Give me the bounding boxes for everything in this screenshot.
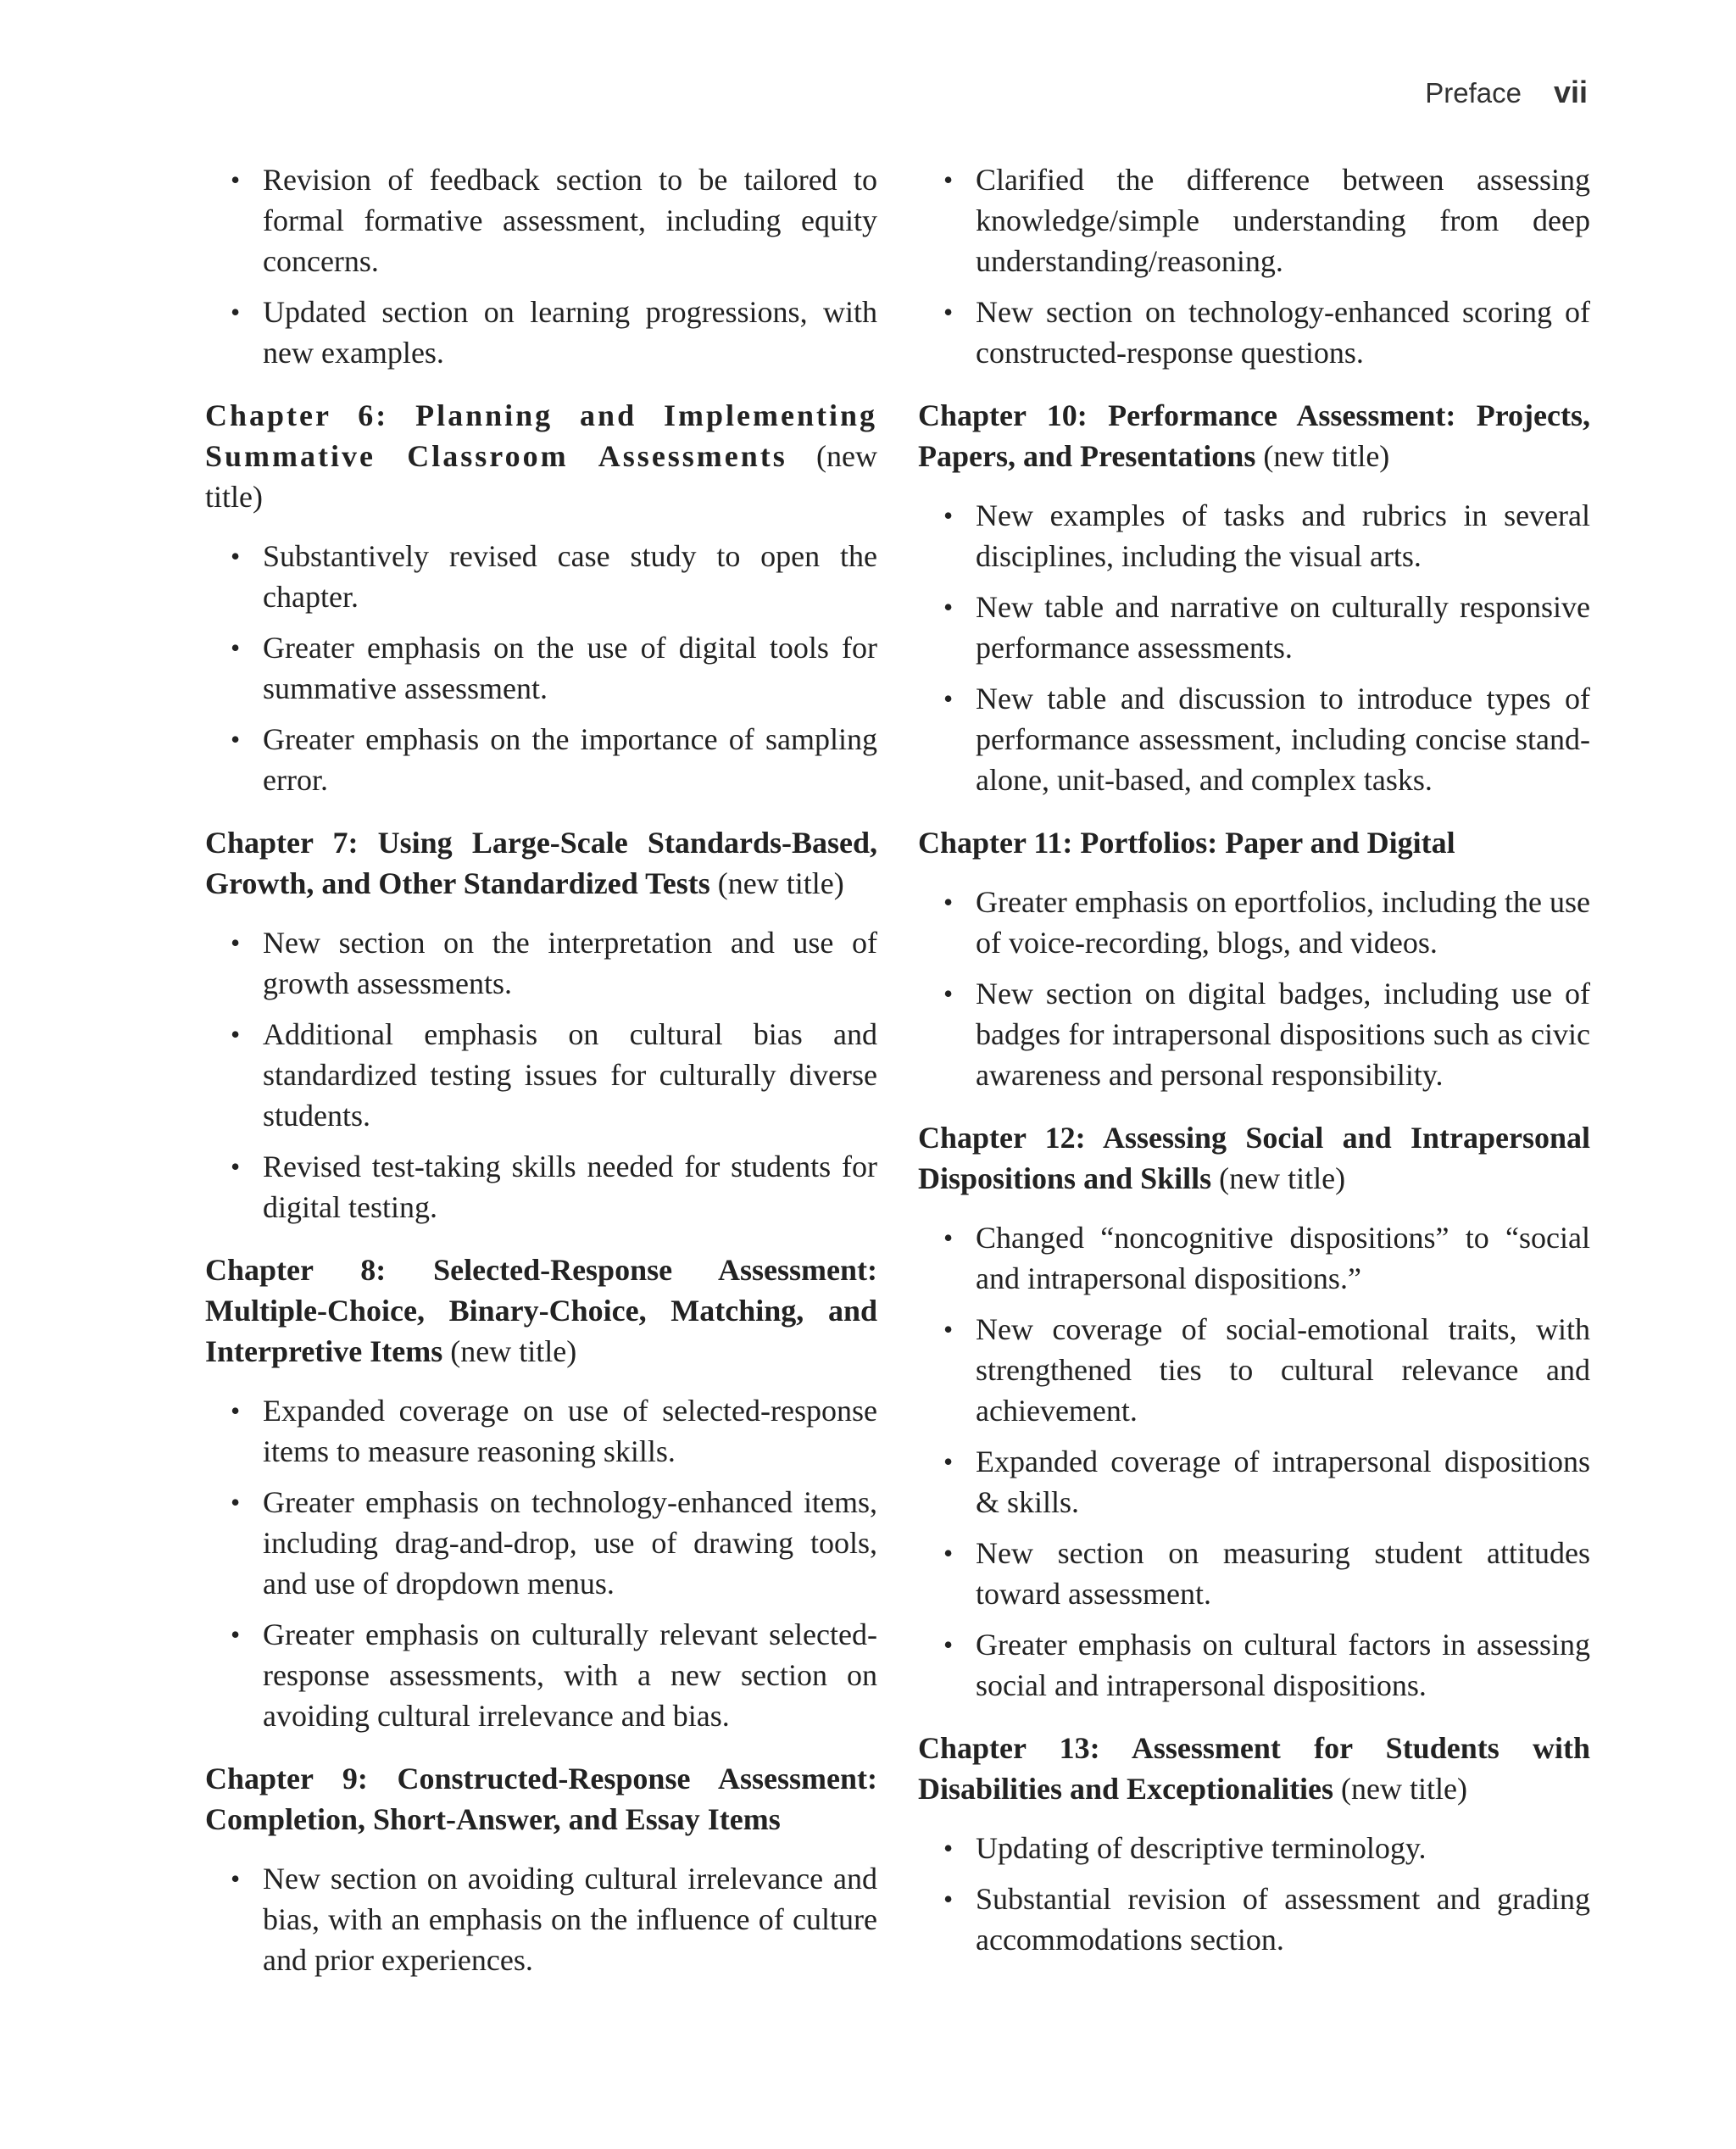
list-item-text: New section on measuring student attitudes toward assessment. (976, 1536, 1590, 1611)
list-item (918, 1217, 1590, 1299)
intro-bullet-list (918, 159, 1590, 373)
chapter-note: (new title) (1219, 1161, 1346, 1195)
list-item (918, 1309, 1590, 1431)
chapter-bullet-list (205, 536, 877, 800)
chapter-title: Chapter 6: Planning and Implementing Summative Classroom Assessments (205, 398, 877, 473)
chapter-heading (918, 1728, 1590, 1809)
bullet-icon: • (943, 164, 954, 195)
chapter-note: (new title) (450, 1334, 577, 1368)
chapter-heading (205, 395, 877, 517)
list-item (205, 1858, 877, 1980)
list-item-text: Greater emphasis on culturally relevant selected-response assessments, with a new section on avoiding cultural irrelevance and bias. (263, 1617, 877, 1733)
list-item-text: Substantively revised case study to open the chapter. (263, 539, 877, 614)
list-item (918, 1828, 1590, 1868)
running-head (1425, 75, 1588, 110)
bullet-icon: • (231, 927, 241, 958)
list-item (918, 1879, 1590, 1960)
chapter-bullet-list (205, 922, 877, 1228)
bullet-icon: • (943, 1314, 954, 1345)
list-item (205, 627, 877, 709)
bullet-icon: • (943, 297, 954, 327)
chapter-title: Chapter 13: Assessment for Students with Disabilities and Exceptionalities (918, 1731, 1590, 1806)
chapter-11-section (918, 822, 1590, 1095)
list-item-text: Additional emphasis on cultural bias and standardized testing issues for culturally diverse students. (263, 1017, 877, 1133)
chapter-bullet-list (205, 1858, 877, 1980)
bullet-icon: • (943, 1833, 954, 1863)
chapter-bullet-list (918, 882, 1590, 1095)
list-item-text: Revision of feedback section to be tailored to formal formative assessment, including equity concerns. (263, 163, 877, 278)
bullet-icon: • (231, 1151, 241, 1182)
list-item (918, 882, 1590, 963)
list-item (205, 1614, 877, 1736)
bullet-icon: • (943, 1884, 954, 1914)
list-item (918, 1624, 1590, 1706)
list-item-text: Clarified the difference between assessing knowledge/simple understanding from deep understanding/reasoning. (976, 163, 1590, 278)
list-item-text: New section on digital badges, including use of badges for intrapersonal dispositions such as civic awareness and personal responsibility. (976, 977, 1590, 1092)
list-item-text: New table and narrative on culturally responsive performance assessments. (976, 590, 1590, 665)
list-item-text: Updated section on learning progressions, with new examples. (263, 295, 877, 370)
list-item (918, 495, 1590, 576)
list-item-text: New section on avoiding cultural irrelevance and bias, with an emphasis on the influence of culture and prior experiences. (263, 1862, 877, 1977)
list-item (205, 292, 877, 373)
bullet-icon: • (943, 1629, 954, 1660)
bullet-icon: • (943, 592, 954, 622)
list-item (205, 159, 877, 281)
chapter-title: Chapter 12: Assessing Social and Intrapersonal Dispositions and Skills (918, 1121, 1590, 1195)
list-item-text: Expanded coverage on use of selected-response items to measure reasoning skills. (263, 1394, 877, 1468)
running-head-title: Preface (1425, 77, 1522, 109)
bullet-icon: • (943, 978, 954, 1009)
bullet-icon: • (943, 683, 954, 714)
chapter-bullet-list (918, 495, 1590, 800)
chapter-heading (918, 822, 1590, 863)
right-column (918, 159, 1590, 1982)
list-item-text: New section on technology-enhanced scoring of constructed-response questions. (976, 295, 1590, 370)
chapter-12-section (918, 1117, 1590, 1706)
list-item-text: Updating of descriptive terminology. (976, 1831, 1427, 1865)
list-item-text: New coverage of social-emotional traits, with strengthened ties to cultural relevance and achievement. (976, 1312, 1590, 1428)
bullet-icon: • (943, 1446, 954, 1477)
chapter-7-section (205, 822, 877, 1228)
chapter-heading (918, 1117, 1590, 1199)
chapter-note: (new title) (1341, 1772, 1467, 1806)
bullet-icon: • (231, 297, 241, 327)
list-item (205, 536, 877, 617)
chapter-title: Chapter 11: Portfolios: Paper and Digital (918, 826, 1455, 860)
bullet-icon: • (231, 1395, 241, 1426)
chapter-bullet-list (918, 1217, 1590, 1706)
chapter-title: Chapter 7: Using Large-Scale Standards-Based, Growth, and Other Standardized Tests (205, 826, 877, 900)
list-item-text: New section on the interpretation and use of growth assessments. (263, 926, 877, 1000)
list-item (205, 1014, 877, 1136)
list-item (205, 1146, 877, 1228)
bullet-icon: • (231, 541, 241, 571)
chapter-heading (205, 822, 877, 904)
chapter-8-section (205, 1250, 877, 1736)
list-item-text: Revised test-taking skills needed for students for digital testing. (263, 1150, 877, 1224)
bullet-icon: • (231, 632, 241, 663)
list-item-text: Greater emphasis on technology-enhanced items, including drag-and-drop, use of drawing tools, and use of dropdown menus. (263, 1485, 877, 1601)
bullet-icon: • (943, 500, 954, 531)
chapter-heading (205, 1250, 877, 1372)
chapter-note: (new title) (1263, 439, 1390, 473)
bullet-icon: • (231, 1487, 241, 1517)
chapter-10-section (918, 395, 1590, 800)
left-column (205, 159, 877, 2002)
list-item-text: Expanded coverage of intrapersonal dispositions & skills. (976, 1445, 1590, 1519)
list-item (918, 973, 1590, 1095)
list-item-text: New table and discussion to introduce types of performance assessment, including concise stand-alone, unit-based, and complex tasks. (976, 682, 1590, 797)
bullet-icon: • (231, 1619, 241, 1650)
chapter-title: Chapter 10: Performance Assessment: Projects, Papers, and Presentations (918, 398, 1590, 473)
list-item-text: New examples of tasks and rubrics in several disciplines, including the visual arts. (976, 498, 1590, 573)
bullet-icon: • (943, 1222, 954, 1253)
list-item (918, 587, 1590, 668)
bullet-icon: • (943, 1538, 954, 1568)
bullet-icon: • (943, 887, 954, 917)
bullet-icon: • (231, 724, 241, 754)
list-item-text: Substantial revision of assessment and grading accommodations section. (976, 1882, 1590, 1957)
chapter-13-section (918, 1728, 1590, 1960)
bullet-icon: • (231, 164, 241, 195)
chapter-6-section (205, 395, 877, 800)
list-item (205, 719, 877, 800)
list-item-text: Greater emphasis on cultural factors in assessing social and intrapersonal dispositions. (976, 1628, 1590, 1702)
list-item-text: Greater emphasis on the importance of sampling error. (263, 722, 877, 797)
list-item (205, 1390, 877, 1472)
list-item (918, 1533, 1590, 1614)
bullet-icon: • (231, 1019, 241, 1049)
page-number: vii (1553, 75, 1588, 109)
list-item-text: Changed “noncognitive dispositions” to “social and intrapersonal dispositions.” (976, 1221, 1590, 1295)
list-item (918, 159, 1590, 281)
list-item (918, 678, 1590, 800)
chapter-note: (new title) (205, 439, 878, 514)
chapter-heading (205, 1758, 877, 1840)
chapter-note: (new title) (717, 866, 844, 900)
chapter-bullet-list (205, 1390, 877, 1736)
chapter-bullet-list (918, 1828, 1590, 1960)
chapter-9-section (205, 1758, 877, 1980)
list-item (205, 922, 877, 1004)
chapter-heading (918, 395, 1590, 476)
list-item-text: Greater emphasis on the use of digital tools for summative assessment. (263, 631, 877, 705)
bullet-icon: • (231, 1863, 241, 1894)
chapter-title: Chapter 8: Selected-Response Assessment: Multiple-Choice, Binary-Choice, Matching, and Interpretive Items (205, 1253, 877, 1368)
chapter-title: Chapter 9: Constructed-Response Assessment: Completion, Short-Answer, and Essay Items (205, 1762, 877, 1836)
intro-bullet-list (205, 159, 877, 373)
list-item (918, 1441, 1590, 1523)
list-item-text: Greater emphasis on eportfolios, including the use of voice-recording, blogs, and videos. (976, 885, 1590, 960)
list-item (918, 292, 1590, 373)
list-item (205, 1482, 877, 1604)
